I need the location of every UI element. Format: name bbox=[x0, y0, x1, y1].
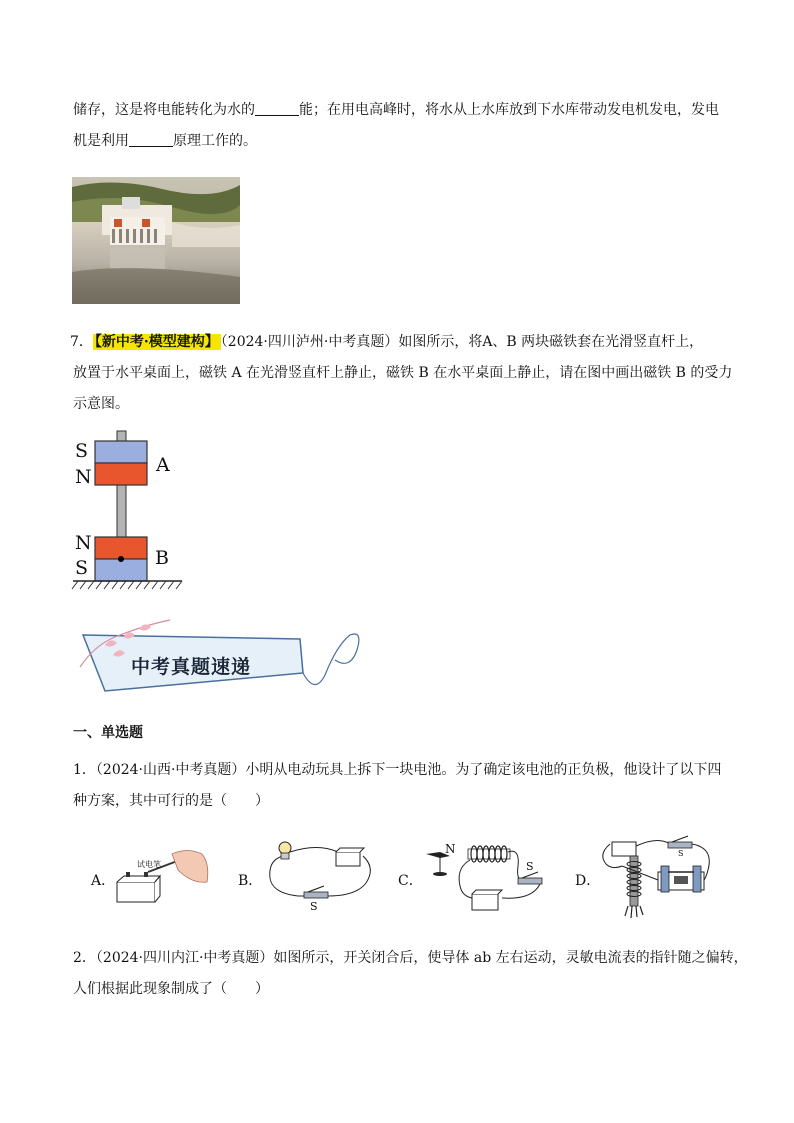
q2-line-2: 人们根据此现象制成了（ ） bbox=[73, 981, 269, 997]
q2-line-1: 2．（2024·四川内江·中考真题）如图所示，开关闭合后，使导体 ab 左右运动，灵敏电流表的指针随之偏转， bbox=[73, 950, 748, 966]
power-station-photo bbox=[72, 177, 240, 304]
magnet-a-bottom-pole: N bbox=[75, 466, 92, 488]
part-heading: 一、单选题 bbox=[73, 725, 143, 741]
option-b-label[interactable]: B． bbox=[238, 873, 263, 889]
q7-line-1 bbox=[70, 332, 703, 352]
q7-line-3: 示意图。 bbox=[73, 396, 129, 412]
center-of-mass-dot bbox=[118, 556, 124, 562]
option-d-switch-label: S bbox=[678, 849, 684, 858]
q1-line-2: 种方案，其中可行的是（ ） bbox=[73, 793, 269, 809]
intro-text-2a: 机是利用 bbox=[73, 133, 129, 149]
magnet-a-label: A bbox=[156, 454, 170, 476]
option-c-north-pole: N bbox=[445, 842, 456, 856]
option-c-switch-label: S bbox=[526, 860, 534, 873]
option-b-switch-label: S bbox=[310, 900, 318, 913]
option-d-figure[interactable] bbox=[598, 834, 716, 922]
option-c-figure[interactable] bbox=[420, 838, 555, 916]
intro-text-1b: 能；在用电高峰时，将水从上水库放到下水库带动发电机发电，发电 bbox=[299, 102, 719, 118]
magnet-b-s-half bbox=[95, 559, 147, 581]
option-a-label[interactable]: A． bbox=[91, 873, 116, 889]
intro-line-1 bbox=[73, 100, 719, 120]
q7-text-1: （2024·四川泸州·中考真题）如图所示，将A、B 两块磁铁套在光滑竖直杆上， bbox=[220, 334, 704, 350]
answer-blank-1[interactable] bbox=[255, 101, 299, 116]
q1-line-1: 1．（2024·山西·中考真题）小明从电动玩具上拆下一块电池。为了确定该电池的正负极，他设计了以下四 bbox=[73, 762, 722, 778]
q7-line-2: 放置于水平桌面上，磁铁 A 在光滑竖直杆上静止，磁铁 B 在水平桌面上静止，请在图中画出磁铁 B 的受力 bbox=[73, 365, 733, 381]
intro-text-2b: 原理工作的。 bbox=[173, 133, 257, 149]
table-hatching bbox=[72, 581, 182, 589]
magnet-a-top-pole: S bbox=[75, 440, 89, 462]
option-d-label[interactable]: D． bbox=[575, 873, 601, 889]
section-title: 中考真题速递 bbox=[131, 656, 252, 678]
magnet-b-top-pole: N bbox=[75, 532, 92, 554]
magnet-a-n-half bbox=[95, 463, 147, 485]
magnet-b-n-half bbox=[95, 537, 147, 559]
magnet-b-bottom-pole: S bbox=[75, 557, 89, 579]
option-b-figure[interactable] bbox=[258, 838, 378, 913]
option-a-figure[interactable] bbox=[112, 842, 212, 907]
q7-number: 7． bbox=[70, 334, 93, 350]
intro-text-1a: 储存，这是将电能转化为水的 bbox=[73, 102, 255, 118]
answer-blank-2[interactable] bbox=[129, 132, 173, 147]
magnet-figure bbox=[70, 428, 190, 593]
option-c-label[interactable]: C． bbox=[398, 873, 423, 889]
intro-line-2 bbox=[73, 131, 257, 151]
option-a-caption: 试电笔 bbox=[137, 860, 161, 869]
q7-tag: 【新中考·模型建构】 bbox=[94, 334, 219, 350]
magnet-a-s-half bbox=[95, 441, 147, 463]
magnet-b-label: B bbox=[155, 547, 169, 569]
